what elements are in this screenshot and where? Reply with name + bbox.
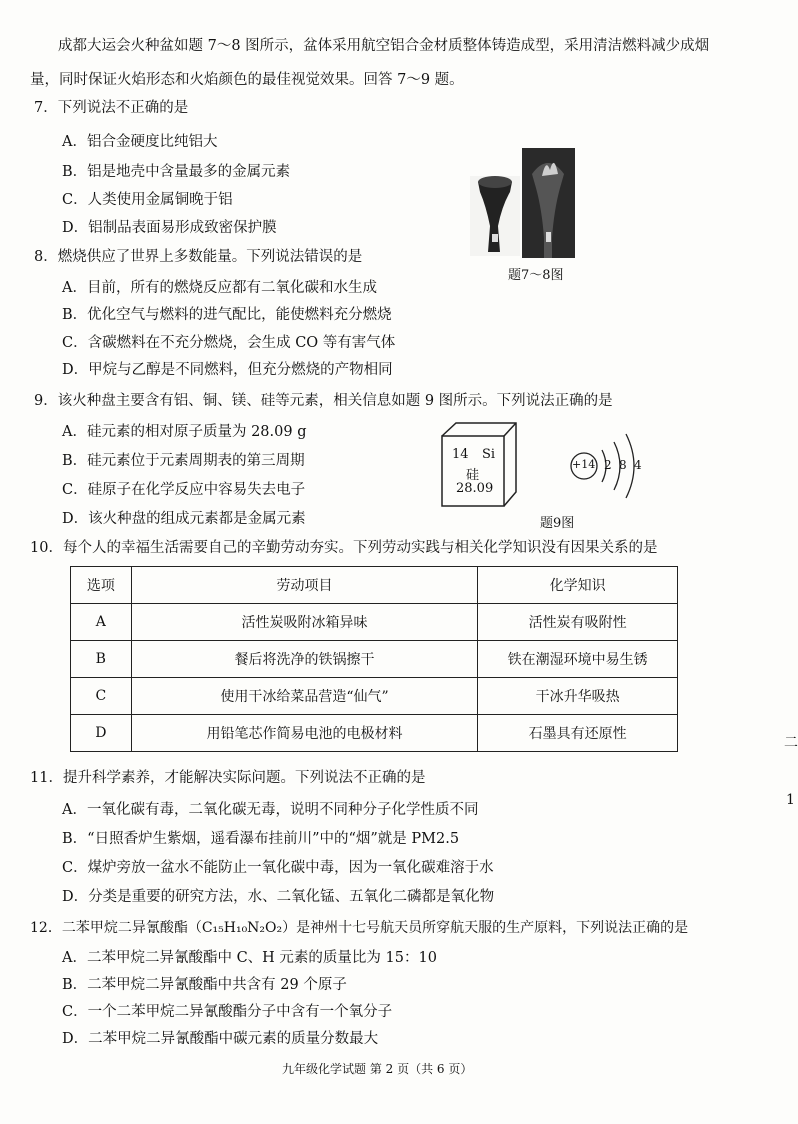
shell-2: 8: [619, 458, 627, 472]
q12-option-d: D．二苯甲烷二异氰酸酯中碳元素的质量分数最大: [62, 1031, 379, 1047]
table-row: [71, 715, 678, 752]
intro-line-1: 成都大运会火种盆如题 7～8 图所示，盆体采用航空铝合金材质整体铸造成型，采用清洁燃料减少成烟: [58, 38, 710, 54]
q12-option-b: B．二苯甲烷二异氰酸酯中共含有 29 个原子: [62, 977, 347, 993]
row-d-labor: 用铅笔芯作简易电池的电极材料: [131, 715, 478, 752]
silicon-element-cell: [440, 420, 520, 510]
shell-3: 4: [634, 458, 642, 472]
edge-mark-1: 二: [784, 735, 798, 751]
q10-table: [70, 566, 678, 752]
q7-option-a: A．铝合金硬度比纯铝大: [62, 134, 218, 150]
q8-option-d: D．甲烷与乙醇是不同燃料，但充分燃烧的产物相同: [62, 362, 393, 378]
row-a-knowledge: 活性炭有吸附性: [478, 604, 678, 641]
element-number: 14: [452, 447, 469, 462]
row-a-labor: 活性炭吸附冰箱异味: [131, 604, 478, 641]
row-d-option: D: [71, 715, 132, 752]
q8-stem: 8．燃烧供应了世界上多数能量。下列说法错误的是: [34, 249, 363, 265]
row-b-labor: 餐后将洗净的铁锅擦干: [131, 641, 478, 678]
row-c-option: C: [71, 678, 132, 715]
table-row: [71, 678, 678, 715]
torch-bowl-photos: [470, 148, 575, 258]
table-header-row: [71, 567, 678, 604]
row-b-knowledge: 铁在潮湿环境中易生锈: [478, 641, 678, 678]
row-d-knowledge: 石墨具有还原性: [478, 715, 678, 752]
q11-stem: 11．提升科学素养，才能解决实际问题。下列说法不正确的是: [30, 770, 426, 786]
q9-stem: 9．该火种盘主要含有铝、铜、镁、硅等元素，相关信息如题 9 图所示。下列说法正确的是: [34, 393, 613, 409]
q7-stem: 7．下列说法不正确的是: [34, 100, 189, 116]
q8-option-a: A．目前，所有的燃烧反应都有二氧化碳和水生成: [62, 280, 377, 296]
q11-option-a: A．一氧化碳有毒，二氧化碳无毒，说明不同种分子化学性质不同: [62, 802, 479, 818]
fig78-caption: 题7～8图: [508, 268, 564, 283]
header-knowledge: 化学知识: [478, 567, 678, 604]
q12-option-c: C．一个二苯甲烷二异氰酸酯分子中含有一个氧分子: [62, 1004, 393, 1020]
q9-option-b: B．硅元素位于元素周期表的第三周期: [62, 453, 305, 469]
q11-option-d: D．分类是重要的研究方法，水、二氧化锰、五氧化二磷都是氧化物: [62, 889, 495, 905]
edge-mark-2: 1: [786, 792, 795, 808]
q12-option-a: A．二苯甲烷二异氰酸酯中 C、H 元素的质量比为 15：10: [62, 950, 437, 966]
nucleus-charge: +14: [572, 458, 596, 471]
q9-option-a: A．硅元素的相对原子质量为 28.09 g: [62, 424, 307, 440]
q11-option-b: B．“日照香炉生紫烟，遥看瀑布挂前川”中的“烟”就是 PM2.5: [62, 831, 460, 847]
q8-option-b: B．优化空气与燃料的进气配比，能使燃料充分燃烧: [62, 307, 392, 323]
header-option: 选项: [71, 567, 132, 604]
silicon-atom-structure: [566, 424, 656, 504]
table-row: [71, 641, 678, 678]
row-c-labor: 使用干冰给菜品营造“仙气”: [131, 678, 478, 715]
fig9-caption: 题9图: [540, 516, 575, 531]
q11-option-c: C．煤炉旁放一盆水不能防止一氧化碳中毒，因为一氧化碳难溶于水: [62, 860, 494, 876]
q7-option-d: D．铝制品表面易形成致密保护膜: [62, 220, 277, 236]
row-a-option: A: [71, 604, 132, 641]
q10-stem: 10．每个人的幸福生活需要自己的辛勤劳动夯实。下列劳动实践与相关化学知识没有因果关系的是: [30, 540, 658, 556]
intro-line-2: 量，同时保证火焰形态和火焰颜色的最佳视觉效果。回答 7～9 题。: [30, 72, 464, 88]
q7-option-c: C．人类使用金属铜晚于铝: [62, 192, 233, 208]
element-symbol: Si: [482, 447, 496, 462]
q7-option-b: B．铝是地壳中含量最多的金属元素: [62, 164, 291, 180]
q9-option-d: D．该火种盘的组成元素都是金属元素: [62, 511, 306, 527]
row-b-option: B: [71, 641, 132, 678]
element-mass: 28.09: [456, 481, 494, 496]
row-c-knowledge: 干冰升华吸热: [478, 678, 678, 715]
shell-1: 2: [604, 458, 612, 472]
header-labor: 劳动项目: [131, 567, 478, 604]
q12-stem: 12．二苯甲烷二异氰酸酯（C₁₅H₁₀N₂O₂）是神州十七号航天员所穿航天服的生产原料，下列说法正确的是: [30, 920, 689, 936]
page-footer: 九年级化学试题 第 2 页（共 6 页）: [282, 1062, 473, 1076]
element-name: 硅: [466, 468, 480, 483]
q9-option-c: C．硅原子在化学反应中容易失去电子: [62, 482, 306, 498]
table-row: [71, 604, 678, 641]
q8-option-c: C．含碳燃料在不充分燃烧，会生成 CO 等有害气体: [62, 335, 396, 351]
